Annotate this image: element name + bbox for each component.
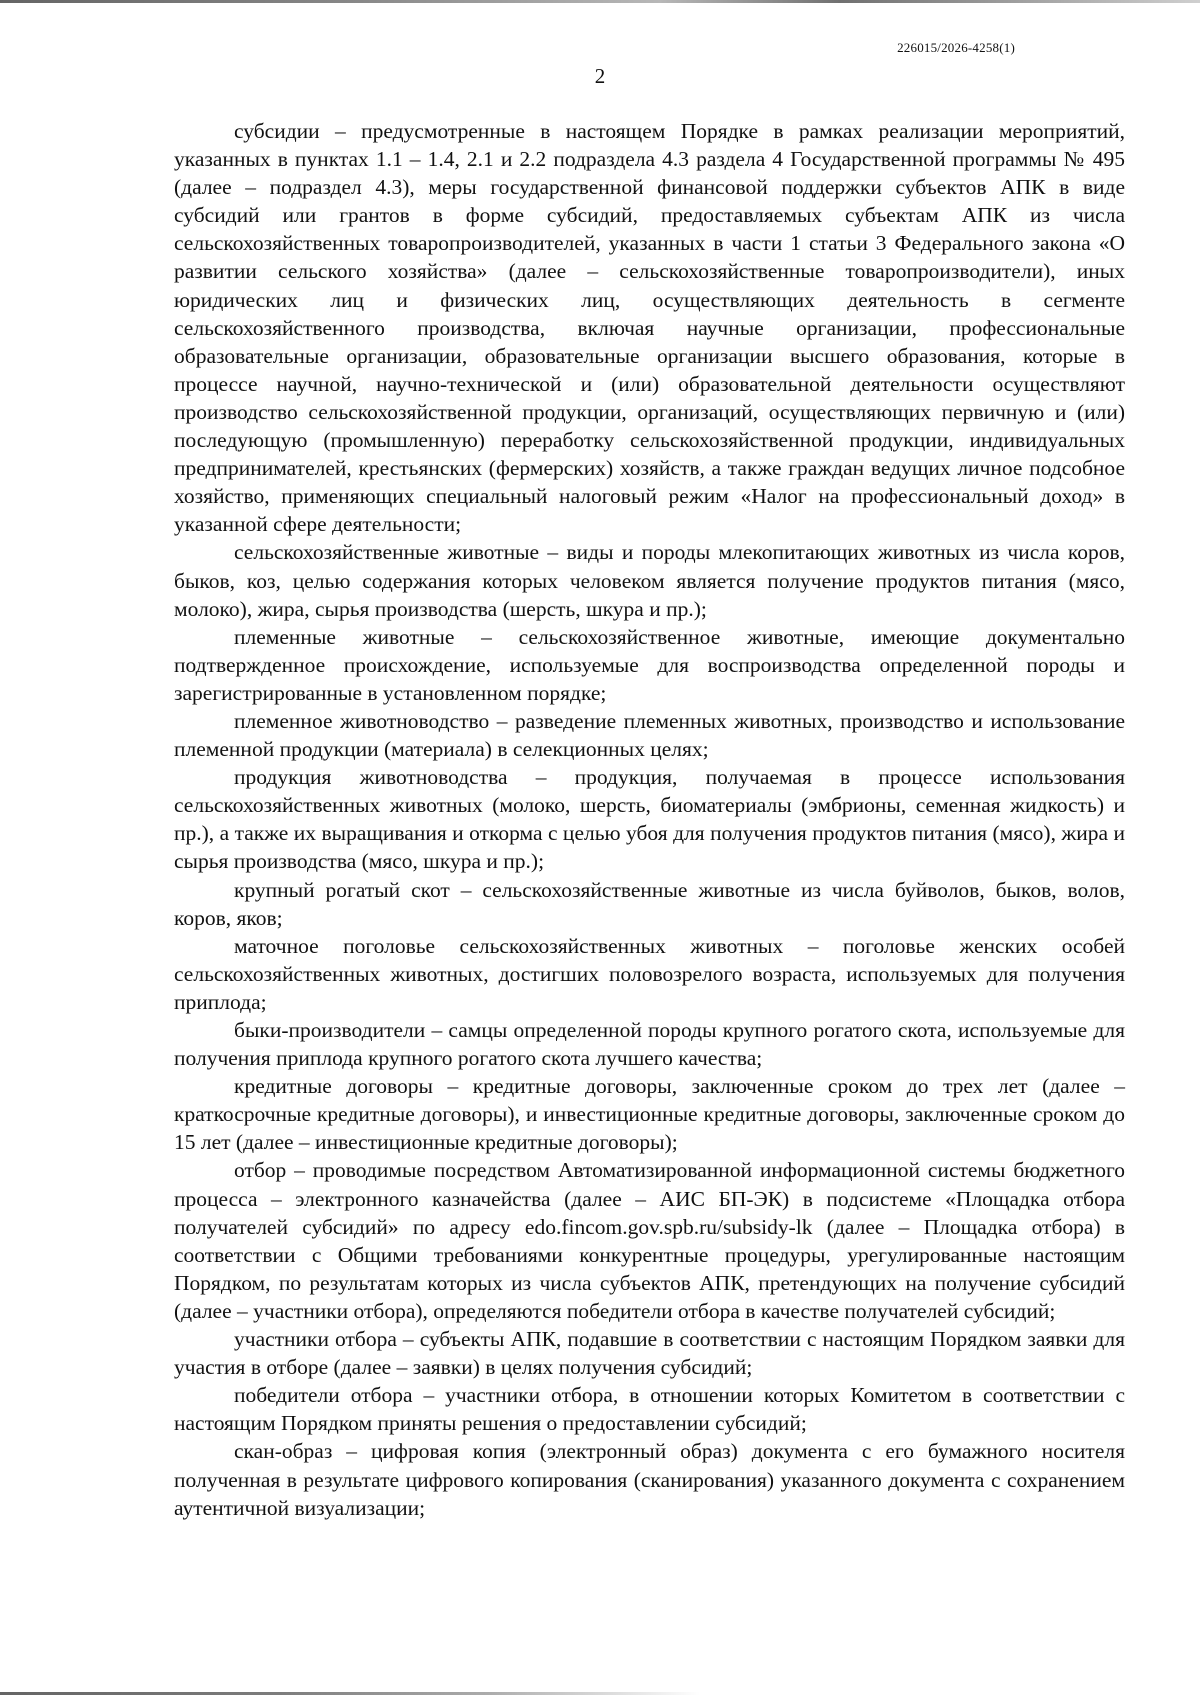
definition-farm-animals: сельскохозяйственные животные – виды и породы млекопитающих животных из числа коров, быков, коз, целью содержания которых человеком является получение продуктов питания (мясо, молоко), жира, сырья производства (шерсть, шкура и пр.); [174, 540, 1125, 621]
document-registration-number: 226015/2026-4258(1) [897, 40, 1015, 55]
document-body [174, 117, 1125, 1522]
definition-scan-image: скан-образ – цифровая копия (электронный образ) документа с его бумажного носителя полученная в результате цифрового копирования (сканирования) указанного документа с сохранением аутентичной визуализации; [174, 1439, 1125, 1520]
definition-breeding-livestock: племенное животноводство – разведение племенных животных, производство и использование племенной продукции (материала) в селекционных целях; [174, 708, 1125, 762]
scan-edge-top [0, 0, 1200, 3]
definition-livestock-products: продукция животноводства – продукция, получаемая в процессе использования сельскохозяйственных животных (молоко, шерсть, биоматериалы (эмбрионы, семенная жидкость) и пр.), а также их выращивания и откорма с целью убоя для получения продуктов питания (мясо), жира и сырья производства (мясо, шкура и пр.); [174, 765, 1125, 874]
definition-breeding-animals: племенные животные – сельскохозяйственное животные, имеющие документально подтвержденное происхождение, используемые для воспроизводства определенной породы и зарегистрированные в установленном порядке; [174, 624, 1125, 705]
definition-selection-winners: победители отбора – участники отбора, в отношении которых Комитетом в соответствии с настоящим Порядком приняты решения о предоставлении субсидий; [174, 1383, 1125, 1436]
definition-selection-participants: участники отбора – субъекты АПК, подавшие в соответствии с настоящим Порядком заявки для участия в отборе (далее – заявки) в целях получения субсидий; [174, 1327, 1125, 1380]
definition-selection: отбор – проводимые посредством Автоматизированной информационной системы бюджетного процесса – электронного казначейства (далее – АИС БП-ЭК) в подсистеме «Площадка отбора получателей субсидий» по адресу edo.fincom.gov.spb.ru/subsidy-lk (далее – Площадка отбора) в соответствии с Общими требованиями конкурентные процедуры, урегулированные настоящим Порядком, по результатам которых из числа субъектов АПК, претендующих на получение субсидий (далее – участники отбора), определяются победители отбора в качестве получателей субсидий; [174, 1158, 1125, 1323]
definition-cattle: крупный рогатый скот – сельскохозяйственные животные из числа буйволов, быков, волов, коров, яков; [174, 877, 1125, 930]
definition-credit-agreements: кредитные договоры – кредитные договоры, заключенные сроком до трех лет (далее – краткосрочные кредитные договоры), и инвестиционные кредитные договоры, заключенные сроком до 15 лет (далее – инвестиционные кредитные договоры); [174, 1074, 1125, 1155]
definition-subsidies: субсидии – предусмотренные в настоящем Порядке в рамках реализации мероприятий, указанных в пунктах 1.1 – 1.4, 2.1 и 2.2 подраздела 4.3 раздела 4 Государственной программы № 495 (далее – подраздел 4.3), меры государственной финансовой поддержки субъектов АПК в виде субсидий или грантов в форме субсидий, предоставляемых субъектам АПК из числа сельскохозяйственных товаропроизводителей, указанных в части 1 статьи 3 Федерального закона «О развитии сельского хозяйства» (далее – сельскохозяйственные товаропроизводители), иных юридических лиц и физических лиц, осуществляющих деятельность в сегменте сельскохозяйственного производства, включая научные организации, профессиональные образовательные организации, образовательные организации высшего образования, которые в процессе научной, научно-технической и (или) образовательной деятельности осуществляют производство сельскохозяйственной продукции, организаций, осуществляющих первичную и (или) последующую (промышленную) переработку сельскохозяйственной продукции, индивидуальных предпринимателей, крестьянских (фермерских) хозяйств, а также граждан ведущих личное подсобное хозяйство, применяющих специальный налоговый режим «Налог на профессиональный доход» в указанной сфере деятельности; [174, 119, 1125, 537]
definition-breeding-stock: маточное поголовье сельскохозяйственных животных – поголовье женских особей сельскохозяйственных животных, достигших половозрелого возраста, используемых для получения приплода; [174, 933, 1125, 1014]
definition-sire-bulls: быки-производители – самцы определенной породы крупного рогатого скота, используемые для получения приплода крупного рогатого скота лучшего качества; [174, 1018, 1125, 1071]
page-number: 2 [594, 64, 606, 88]
